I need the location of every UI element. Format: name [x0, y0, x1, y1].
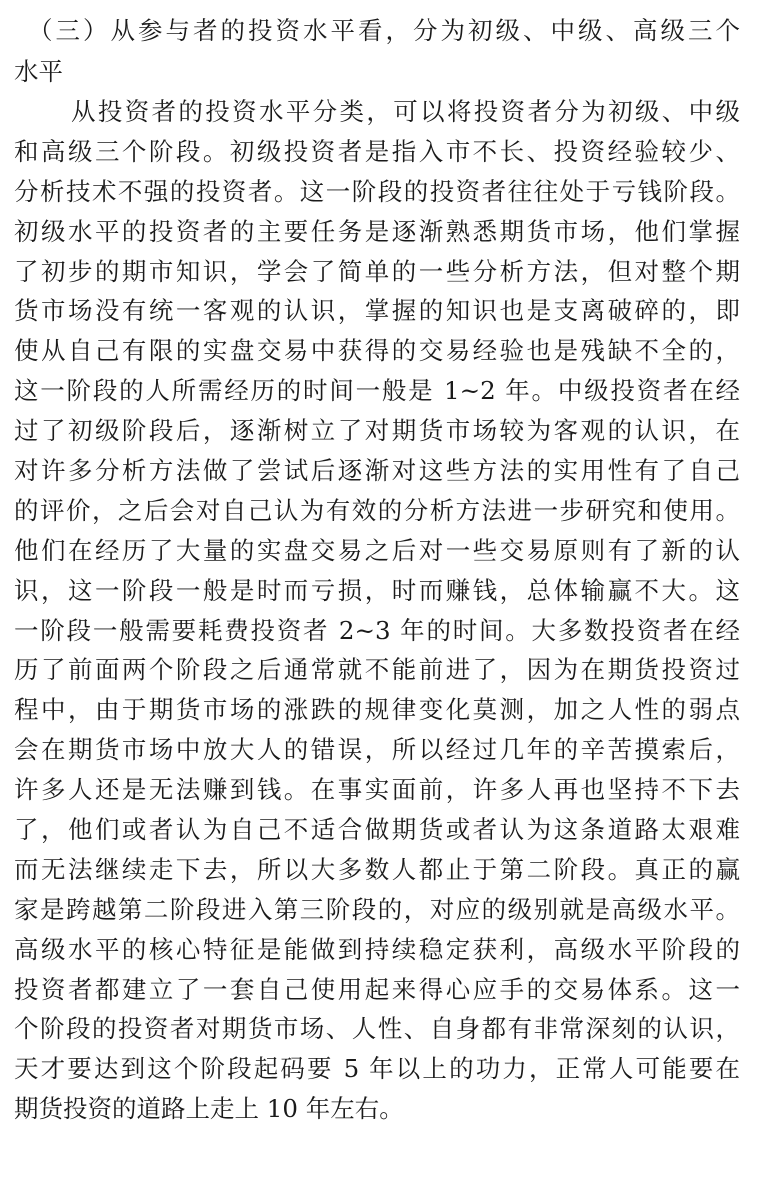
body-line-4: 初级水平的投资者的主要任务是逐渐熟悉期货市场，他们掌握 — [14, 216, 740, 246]
body-line-3: 分析技术不强的投资者。这一阶段的投资者往往处于亏钱阶段。 — [14, 176, 740, 206]
section-heading-line-2: 水平 — [14, 57, 63, 86]
body-line-23: 投资者都建立了一套自己使用起来得心应手的交易体系。这一 — [14, 974, 740, 1004]
body-line-17: 会在期货市场中放大人的错误，所以经过几年的辛苦摸索后， — [14, 735, 740, 765]
body-line-26: 期货投资的道路上走上 10 年左右。 — [14, 1094, 404, 1124]
body-line-21: 家是跨越第二阶段进入第三阶段的，对应的级别就是高级水平。 — [14, 894, 740, 924]
body-line-15: 历了前面两个阶段之后通常就不能前进了，因为在期货投资过 — [14, 655, 740, 685]
body-line-16: 程中，由于期货市场的涨跌的规律变化莫测，加之人性的弱点 — [14, 695, 740, 725]
body-line-5: 了初步的期市知识，学会了简单的一些分析方法，但对整个期 — [14, 256, 740, 286]
body-line-19: 了，他们或者认为自己不适合做期货或者认为这条道路太艰难 — [14, 815, 740, 845]
body-line-2: 和高级三个阶段。初级投资者是指入市不长、投资经验较少、 — [14, 136, 740, 166]
body-line-24: 个阶段的投资者对期货市场、人性、自身都有非常深刻的认识， — [14, 1014, 740, 1044]
body-line-8: 这一阶段的人所需经历的时间一般是 1~2 年。中级投资者在经 — [14, 376, 740, 406]
body-line-1: 从投资者的投资水平分类，可以将投资者分为初级、中级 — [71, 97, 740, 126]
body-line-18: 许多人还是无法赚到钱。在事实面前，许多人再也坚持不下去 — [14, 775, 740, 805]
body-line-22: 高级水平的核心特征是能做到持续稳定获利，高级水平阶段的 — [14, 934, 740, 964]
body-line-7: 使从自己有限的实盘交易中获得的交易经验也是残缺不全的， — [14, 336, 740, 366]
body-line-11: 的评价，之后会对自己认为有效的分析方法进一步研究和使用。 — [14, 495, 740, 525]
body-line-20: 而无法继续走下去，所以大多数人都止于第二阶段。真正的赢 — [14, 854, 740, 884]
body-line-13: 识，这一阶段一般是时而亏损，时而赚钱，总体输赢不大。这 — [14, 575, 740, 605]
body-line-25: 天才要达到这个阶段起码要 5 年以上的功力，正常人可能要在 — [14, 1054, 740, 1084]
section-heading-line-1: （三）从参与者的投资水平看，分为初级、中级、高级三个 — [28, 16, 740, 45]
body-line-10: 对许多分析方法做了尝试后逐渐对这些方法的实用性有了自己 — [14, 456, 740, 486]
body-line-12: 他们在经历了大量的实盘交易之后对一些交易原则有了新的认 — [14, 535, 740, 565]
body-line-14: 一阶段一般需要耗费投资者 2~3 年的时间。大多数投资者在经 — [14, 615, 740, 645]
body-line-6: 货市场没有统一客观的认识，掌握的知识也是支离破碎的，即 — [14, 296, 740, 326]
body-line-9: 过了初级阶段后，逐渐树立了对期货市场较为客观的认识，在 — [14, 416, 740, 446]
